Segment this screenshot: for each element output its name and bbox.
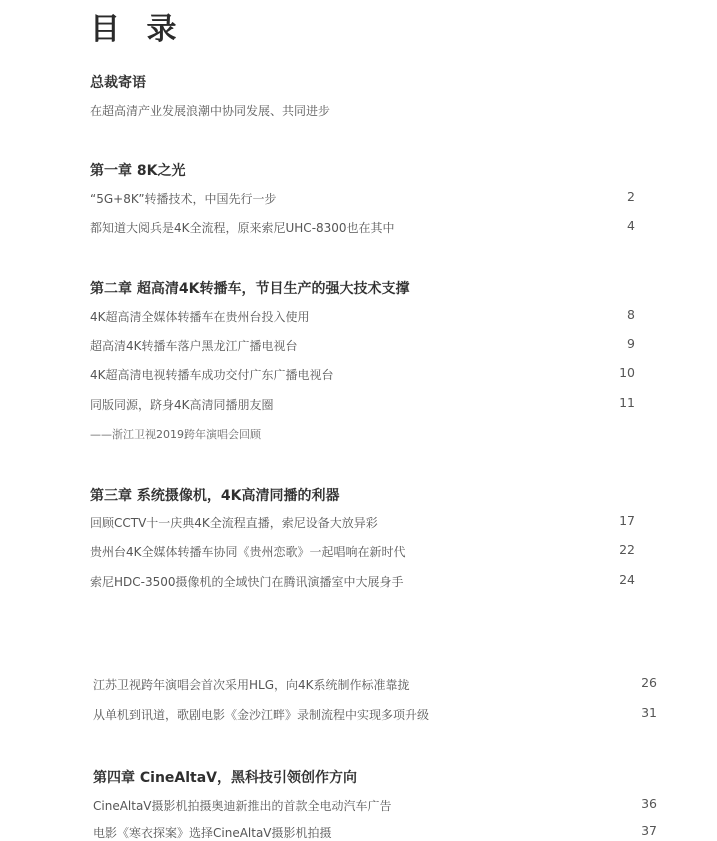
toc-entry: 索尼HDC-3500摄像机的全域快门在腾讯演播室中大展身手 xyxy=(90,575,404,589)
toc-page-number: 10 xyxy=(619,365,635,380)
chapter-1-heading: 第一章 8K之光 xyxy=(90,163,186,179)
toc-page-number: 2 xyxy=(627,189,635,204)
toc-page-number: 31 xyxy=(641,705,657,720)
toc-page-number: 24 xyxy=(619,572,635,587)
toc-page-number: 36 xyxy=(641,796,657,811)
chapter-4-heading: 第四章 CineAltaV，黑科技引领创作方向 xyxy=(93,770,358,786)
toc-entry: 回顾CCTV十一庆典4K全流程直播，索尼设备大放异彩 xyxy=(90,516,378,530)
chapter-3-heading: 第三章 系统摄像机，4K高清同播的利器 xyxy=(90,488,340,504)
toc-entry: 从单机到讯道，歌剧电影《金沙江畔》录制流程中实现多项升级 xyxy=(93,708,430,722)
toc-entry: 都知道大阅兵是4K全流程，原来索尼UHC-8300也在其中 xyxy=(90,221,395,235)
toc-entry: 超高清4K转播车落户黑龙江广播电视台 xyxy=(90,339,298,353)
toc-entry: 电影《寒衣探案》选择CineAltaV摄影机拍摄 xyxy=(93,826,332,840)
toc-page-number: 4 xyxy=(627,218,635,233)
toc-page-number: 17 xyxy=(619,513,635,528)
toc-entry: 江苏卫视跨年演唱会首次采用HLG，向4K系统制作标准靠拢 xyxy=(93,678,410,692)
toc-entry: 4K超高清全媒体转播车在贵州台投入使用 xyxy=(90,310,310,324)
chapter-2-heading: 第二章 超高清4K转播车，节目生产的强大技术支撑 xyxy=(90,281,410,297)
toc-entry: 同版同源，跻身4K高清同播朋友圈 xyxy=(90,398,274,412)
foreword-text: 在超高清产业发展浪潮中协同发展、共同进步 xyxy=(90,104,331,118)
toc-page-number: 9 xyxy=(627,336,635,351)
foreword-heading: 总裁寄语 xyxy=(90,75,146,91)
toc-title: 目 录 xyxy=(90,12,185,47)
toc-entry: “5G+8K”转播技术，中国先行一步 xyxy=(90,192,277,206)
toc-page-number: 11 xyxy=(619,395,635,410)
toc-entry-note: ——浙江卫视2019跨年演唱会回顾 xyxy=(90,428,261,441)
toc-page-number: 22 xyxy=(619,542,635,557)
toc-entry: 4K超高清电视转播车成功交付广东广播电视台 xyxy=(90,368,334,382)
toc-page-number: 37 xyxy=(641,823,657,838)
toc-page-number: 8 xyxy=(627,307,635,322)
toc-entry: 贵州台4K全媒体转播车协同《贵州恋歌》一起唱响在新时代 xyxy=(90,545,406,559)
toc-entry: CineAltaV摄影机拍摄奥迪新推出的首款全电动汽车广告 xyxy=(93,799,392,813)
toc-page-number: 26 xyxy=(641,675,657,690)
